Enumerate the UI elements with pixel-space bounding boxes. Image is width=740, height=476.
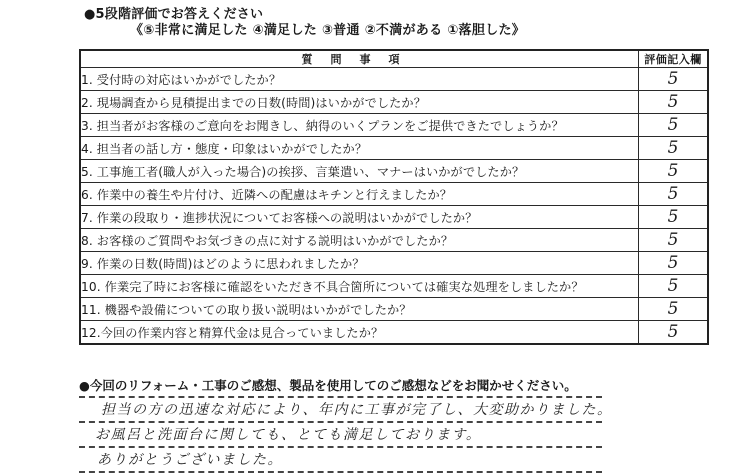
column-header-question: 質問事項 <box>80 50 639 68</box>
survey-table <box>79 49 709 345</box>
table-row <box>80 206 708 229</box>
rating-field[interactable]: 5 <box>639 137 709 160</box>
rating-field[interactable]: 5 <box>639 252 709 275</box>
question-text: 3. 担当者がお客様のご意向をお聞きし、納得のいくプランをご提供できたでしょうか？ <box>80 114 639 137</box>
rating-field[interactable]: 5 <box>639 160 709 183</box>
question-text: 12.今回の作業内容と精算代金は見合っていましたか？ <box>80 321 639 345</box>
question-text: 2. 現場調査から見積提出までの日数(時間)はいかがでしたか？ <box>80 91 639 114</box>
table-row <box>80 160 708 183</box>
rating-field[interactable]: 5 <box>639 298 709 321</box>
question-text: 1. 受付時の対応はいかがでしたか？ <box>80 68 639 91</box>
table-row <box>80 68 708 91</box>
comment-line <box>79 398 613 423</box>
table-header-row <box>80 50 708 68</box>
table-row <box>80 137 708 160</box>
rating-field[interactable]: 5 <box>639 206 709 229</box>
table-row <box>80 321 708 345</box>
question-text: 4. 担当者の話し方・態度・印象はいかがでしたか？ <box>80 137 639 160</box>
question-text: 8. お客様のご質問やお気づきの点に対する説明はいかがでしたか？ <box>80 229 639 252</box>
table-row <box>80 91 708 114</box>
question-text: 5. 工事施工者(職人が入った場合)の挨拶、言葉遣い、マナーはいかがでしたか？ <box>80 160 639 183</box>
handwritten-comment: お風呂と洗面台に関しても、とても満足しております。 <box>95 427 482 443</box>
rating-field[interactable]: 5 <box>639 91 709 114</box>
comments-field[interactable] <box>79 396 613 473</box>
question-text: 11. 機器や設備についての取り扱い説明はいかがでしたか？ <box>80 298 639 321</box>
table-row <box>80 275 708 298</box>
instructions-title: ●5段階評価でお答えください <box>84 7 264 22</box>
rating-field[interactable]: 5 <box>639 68 709 91</box>
rating-field[interactable]: 5 <box>639 183 709 206</box>
question-text: 9. 作業の日数(時間)はどのように思われましたか？ <box>80 252 639 275</box>
handwritten-comment: 担当の方の迅速な対応により、年内に工事が完了し、大変助かりました。 <box>101 402 613 418</box>
rating-field[interactable]: 5 <box>639 114 709 137</box>
rating-field[interactable]: 5 <box>639 229 709 252</box>
table-row <box>80 252 708 275</box>
rating-scale-legend: 《⑤非常に満足した ④満足した ③普通 ②不満がある ①落胆した》 <box>130 23 526 38</box>
comment-line <box>79 423 602 448</box>
question-text: 10. 作業完了時にお客様に確認をいただき不具合箇所については確実な処理をしましたか？ <box>80 275 639 298</box>
handwritten-comment: ありがとうございました。 <box>97 452 283 468</box>
rating-field[interactable]: 5 <box>639 275 709 298</box>
comments-prompt: ●今回のリフォーム・工事のご感想、製品を使用してのご感想などをお聞かせください。 <box>79 378 577 393</box>
table-row <box>80 183 708 206</box>
question-text: 6. 作業中の養生や片付け、近隣への配慮はキチンと行えましたか？ <box>80 183 639 206</box>
table-row <box>80 114 708 137</box>
table-row <box>80 229 708 252</box>
column-header-rating: 評価記入欄 <box>639 50 709 68</box>
comment-line <box>79 448 602 473</box>
question-text: 7. 作業の段取り・進捗状況についてお客様への説明はいかがでしたか？ <box>80 206 639 229</box>
rating-field[interactable]: 5 <box>639 321 709 345</box>
table-row <box>80 298 708 321</box>
